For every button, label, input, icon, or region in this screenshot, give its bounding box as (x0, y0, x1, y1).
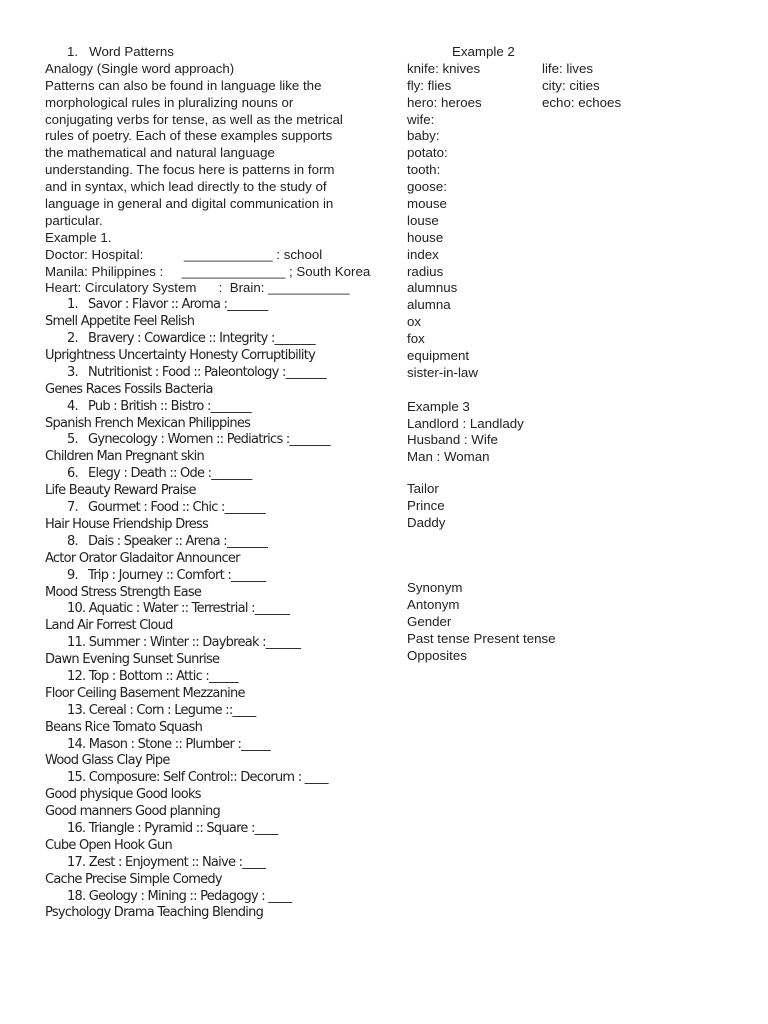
plural-pair-row (407, 61, 737, 78)
gender-word: Tailor (407, 481, 439, 497)
analogy-choices: Smell Appetite Feel Relish (45, 314, 195, 330)
analogy-choices: Floor Ceiling Basement Mezzanine (45, 685, 245, 701)
plural-word: goose: (407, 179, 447, 195)
analogy-choices: Psychology Drama Teaching Blending (45, 905, 264, 921)
plural-word: equipment (407, 348, 470, 364)
plural-pair: knife: knives (407, 60, 481, 76)
plural-word: ox (407, 314, 422, 330)
plural-word: wife: (407, 111, 435, 127)
intro-line: morphological rules in pluralizing nouns or (45, 94, 294, 110)
analogy-question: 13. Cereal : Corn : Legume ::____ (67, 702, 256, 718)
analogy-list (45, 297, 390, 922)
analogy-question: 2. Bravery : Cowardice :: Integrity :_______ (67, 331, 315, 347)
plural-pair: hero: heroes (407, 94, 482, 110)
plural-pair: life: lives (542, 60, 593, 76)
plural-pair-row (407, 95, 737, 112)
intro-line: and in syntax, which lead directly to the study of (45, 179, 327, 195)
intro-line: understanding. The focus here is patterns in form (45, 162, 335, 178)
intro-paragraph (45, 78, 390, 230)
analogy-question: 15. Composure: Self Control:: Decorum : ____ (67, 770, 328, 786)
plural-word-list (407, 112, 737, 382)
plural-pair: fly: flies (407, 77, 452, 93)
category-label: Synonym (407, 579, 463, 595)
analogy-question: 16. Triangle : Pyramid :: Square :____ (67, 820, 278, 836)
example1-line: Manila: Philippines : ______________ ; South Korea (45, 263, 371, 279)
plural-word: sister-in-law (407, 364, 478, 380)
analogy-question: 3. Nutritionist : Food :: Paleontology :_______ (67, 364, 326, 380)
example3-title: Example 3 (407, 398, 470, 414)
analogy-choices: Uprightness Uncertainty Honesty Corruptibility (45, 348, 316, 364)
intro-line: the mathematical and natural language (45, 145, 275, 161)
example1-line: Heart: Circulatory System : Brain: ___________ (45, 280, 350, 296)
example3-line: Husband : Wife (407, 432, 498, 448)
plural-word: tooth: (407, 162, 441, 178)
right-column (407, 44, 737, 664)
analogy-question: 8. Dais : Speaker :: Arena :_______ (67, 533, 268, 549)
plural-word: mouse (407, 196, 447, 212)
plural-word: alumna (407, 297, 451, 313)
analogy-question: 7. Gourmet : Food :: Chic :_______ (67, 500, 265, 516)
intro-line: language in general and digital communication in (45, 196, 334, 212)
analogy-choices: Beans Rice Tomato Squash (45, 719, 203, 735)
example2-title: Example 2 (452, 44, 515, 59)
section-subheading: Analogy (Single word approach) (45, 60, 235, 76)
analogy-choices: Cache Precise Simple Comedy (45, 871, 222, 887)
section-heading: 1. Word Patterns (67, 44, 174, 59)
analogy-choices: Spanish French Mexican Philippines (45, 415, 251, 431)
plural-word: alumnus (407, 280, 458, 296)
plural-word: potato: (407, 145, 448, 161)
example3-line: Man : Woman (407, 449, 490, 465)
plural-word: index (407, 246, 439, 262)
analogy-question: 4. Pub : British :: Bistro :_______ (67, 398, 251, 414)
left-column (45, 44, 390, 922)
intro-line: particular. (45, 212, 103, 228)
analogy-question: 17. Zest : Enjoyment :: Naive :____ (67, 854, 266, 870)
analogy-question: 14. Mason : Stone :: Plumber :_____ (67, 736, 270, 752)
analogy-choices: Genes Races Fossils Bacteria (45, 381, 213, 397)
example1-title: Example 1. (45, 229, 112, 245)
analogy-question: 6. Elegy : Death :: Ode :_______ (67, 466, 252, 482)
analogy-question: 11. Summer : Winter :: Daybreak :______ (67, 635, 301, 651)
analogy-question: 9. Trip : Journey :: Comfort :______ (67, 567, 266, 583)
example1-line: Doctor: Hospital: ____________ : school (45, 246, 323, 262)
analogy-choices: Actor Orator Gladaitor Announcer (45, 550, 240, 566)
analogy-choices: Children Man Pregnant skin (45, 449, 205, 465)
analogy-choices: Dawn Evening Sunset Sunrise (45, 652, 220, 668)
gender-word: Prince (407, 498, 445, 514)
analogy-question: 10. Aquatic : Water :: Terrestrial :______ (67, 601, 290, 617)
plural-pairs (407, 61, 737, 112)
plural-word: radius (407, 263, 444, 279)
spacer (407, 532, 737, 580)
category-label: Gender (407, 613, 452, 629)
plural-pair-row (407, 78, 737, 95)
intro-line: rules of poetry. Each of these examples supports (45, 128, 333, 144)
analogy-choices: Good manners Good planning (45, 804, 220, 820)
category-label: Past tense Present tense (407, 630, 556, 646)
example3-line: Landlord : Landlady (407, 415, 524, 431)
analogy-choices: Mood Stress Strength Ease (45, 584, 202, 600)
analogy-choices: Wood Glass Clay Pipe (45, 753, 170, 769)
analogy-choices: Life Beauty Reward Praise (45, 483, 196, 499)
gender-word: Daddy (407, 515, 446, 531)
analogy-question: 5. Gynecology : Women :: Pediatrics :_______ (67, 432, 330, 448)
analogy-choices: Land Air Forrest Cloud (45, 618, 173, 634)
spacer (407, 466, 737, 481)
analogy-question: 18. Geology : Mining :: Pedagogy : ____ (67, 888, 292, 904)
analogy-choices: Cube Open Hook Gun (45, 837, 172, 853)
category-label: Antonym (407, 596, 460, 612)
analogy-question: 12. Top : Bottom :: Attic :_____ (67, 668, 238, 684)
spacer (407, 382, 737, 399)
plural-word: louse (407, 212, 439, 228)
plural-pair: echo: echoes (542, 94, 622, 110)
analogy-question: 1. Savor : Flavor :: Aroma :_______ (67, 297, 268, 313)
analogy-choices: Good physique Good looks (45, 787, 201, 803)
plural-pair: city: cities (542, 77, 600, 93)
plural-word: fox (407, 331, 425, 347)
plural-word: house (407, 229, 444, 245)
category-label: Opposites (407, 647, 467, 663)
intro-line: Patterns can also be found in language like the (45, 77, 322, 93)
analogy-choices: Hair House Friendship Dress (45, 516, 209, 532)
intro-line: conjugating verbs for tense, as well as the metrical (45, 111, 343, 127)
plural-word: baby: (407, 128, 440, 144)
